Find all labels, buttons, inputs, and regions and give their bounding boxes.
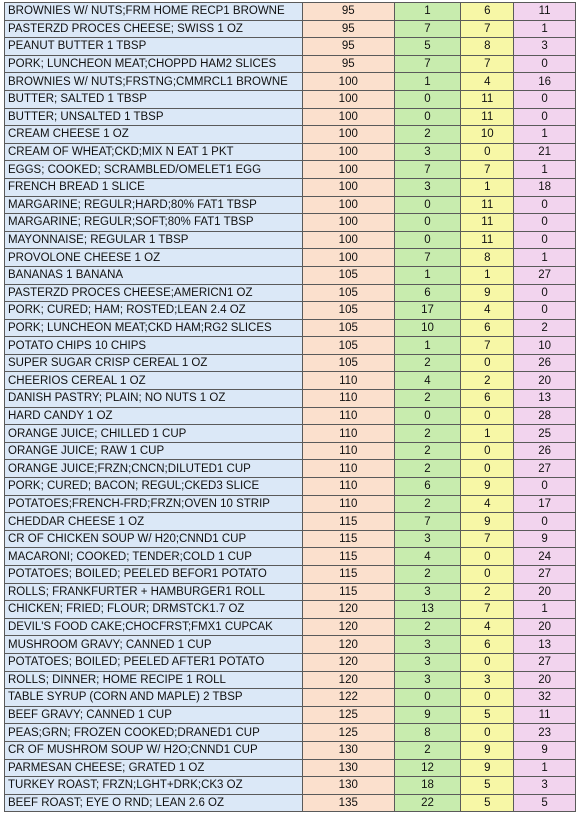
table-row [5, 794, 576, 812]
calories-cell[interactable]: 100 [302, 126, 394, 144]
table-row [5, 442, 576, 460]
value-cell-4[interactable]: 8 [461, 38, 514, 56]
table-row [5, 38, 576, 56]
calories-cell[interactable]: 120 [302, 653, 394, 671]
table-body [5, 3, 576, 812]
table-row [5, 214, 576, 232]
food-name-cell[interactable]: POTATOES;FRENCH-FRD;FRZN;OVEN 10 STRIP [5, 495, 303, 513]
value-cell-3[interactable]: 0 [394, 407, 461, 425]
food-name-cell[interactable]: HARD CANDY 1 OZ [5, 407, 303, 425]
value-cell-4[interactable]: 0 [461, 143, 514, 161]
value-cell-5[interactable]: 0 [514, 90, 576, 108]
table-row [5, 460, 576, 478]
value-cell-4[interactable]: 9 [461, 741, 514, 759]
value-cell-4[interactable]: 0 [461, 689, 514, 707]
table-row [5, 689, 576, 707]
food-name-cell[interactable]: PARMESAN CHEESE; GRATED 1 OZ [5, 759, 303, 777]
food-name-cell[interactable]: BANANAS 1 BANANA [5, 266, 303, 284]
table-row [5, 284, 576, 302]
food-name-cell[interactable]: PORK; LUNCHEON MEAT;CHOPPD HAM2 SLICES [5, 55, 303, 73]
table-row [5, 108, 576, 126]
value-cell-4[interactable]: 2 [461, 372, 514, 390]
value-cell-3[interactable]: 6 [394, 478, 461, 496]
value-cell-5[interactable]: 0 [514, 231, 576, 249]
food-name-cell[interactable]: CHEERIOS CEREAL 1 OZ [5, 372, 303, 390]
food-name-cell[interactable]: POTATOES; BOILED; PEELED BEFOR1 POTATO [5, 566, 303, 584]
table-row [5, 73, 576, 91]
value-cell-5[interactable]: 1 [514, 601, 576, 619]
value-cell-5[interactable]: 20 [514, 671, 576, 689]
value-cell-4[interactable]: 0 [461, 407, 514, 425]
table-row [5, 407, 576, 425]
value-cell-3[interactable]: 4 [394, 372, 461, 390]
table-row [5, 372, 576, 390]
value-cell-4[interactable]: 0 [461, 442, 514, 460]
calories-cell[interactable]: 105 [302, 284, 394, 302]
table-row [5, 759, 576, 777]
food-name-cell[interactable]: BEEF ROAST; EYE O RND; LEAN 2.6 OZ [5, 794, 303, 812]
value-cell-4[interactable]: 7 [461, 601, 514, 619]
calories-cell[interactable]: 135 [302, 794, 394, 812]
table-row [5, 126, 576, 144]
value-cell-3[interactable]: 2 [394, 354, 461, 372]
food-name-cell[interactable]: ORANGE JUICE; CHILLED 1 CUP [5, 425, 303, 443]
food-name-cell[interactable]: ORANGE JUICE;FRZN;CNCN;DILUTED1 CUP [5, 460, 303, 478]
value-cell-5[interactable]: 20 [514, 372, 576, 390]
calories-cell[interactable]: 130 [302, 741, 394, 759]
value-cell-5[interactable]: 0 [514, 214, 576, 232]
value-cell-4[interactable]: 7 [461, 55, 514, 73]
food-name-cell[interactable]: CHICKEN; FRIED; FLOUR; DRMSTCK1.7 OZ [5, 601, 303, 619]
value-cell-5[interactable]: 9 [514, 741, 576, 759]
table-row [5, 90, 576, 108]
calories-cell[interactable]: 120 [302, 636, 394, 654]
value-cell-3[interactable]: 3 [394, 143, 461, 161]
value-cell-4[interactable]: 11 [461, 231, 514, 249]
value-cell-3[interactable]: 4 [394, 548, 461, 566]
value-cell-3[interactable]: 1 [394, 73, 461, 91]
value-cell-5[interactable]: 1 [514, 249, 576, 267]
calories-cell[interactable]: 120 [302, 671, 394, 689]
food-name-cell[interactable]: ROLLS; FRANKFURTER + HAMBURGER1 ROLL [5, 583, 303, 601]
food-name-cell[interactable]: EGGS; COOKED; SCRAMBLED/OMELET1 EGG [5, 161, 303, 179]
value-cell-4[interactable]: 1 [461, 178, 514, 196]
calories-cell[interactable]: 95 [302, 55, 394, 73]
value-cell-5[interactable]: 13 [514, 390, 576, 408]
food-name-cell[interactable]: FRENCH BREAD 1 SLICE [5, 178, 303, 196]
value-cell-3[interactable]: 0 [394, 90, 461, 108]
value-cell-5[interactable]: 3 [514, 777, 576, 795]
table-row [5, 20, 576, 38]
value-cell-3[interactable]: 12 [394, 759, 461, 777]
value-cell-3[interactable]: 3 [394, 671, 461, 689]
table-row [5, 266, 576, 284]
value-cell-5[interactable]: 0 [514, 478, 576, 496]
calories-cell[interactable]: 130 [302, 759, 394, 777]
calories-cell[interactable]: 115 [302, 566, 394, 584]
food-name-cell[interactable]: MACARONI; COOKED; TENDER;COLD 1 CUP [5, 548, 303, 566]
food-name-cell[interactable]: CR OF CHICKEN SOUP W/ H20;CNND1 CUP [5, 530, 303, 548]
value-cell-5[interactable]: 3 [514, 38, 576, 56]
table-row [5, 425, 576, 443]
value-cell-3[interactable]: 2 [394, 460, 461, 478]
food-name-cell[interactable]: POTATO CHIPS 10 CHIPS [5, 337, 303, 355]
food-name-cell[interactable]: PROVOLONE CHEESE 1 OZ [5, 249, 303, 267]
value-cell-5[interactable]: 21 [514, 143, 576, 161]
value-cell-5[interactable]: 9 [514, 530, 576, 548]
food-name-cell[interactable]: PORK; CURED; BACON; REGUL;CKED3 SLICE [5, 478, 303, 496]
food-name-cell[interactable]: POTATOES; BOILED; PEELED AFTER1 POTATO [5, 653, 303, 671]
value-cell-3[interactable]: 3 [394, 583, 461, 601]
value-cell-3[interactable]: 0 [394, 689, 461, 707]
value-cell-4[interactable]: 0 [461, 354, 514, 372]
value-cell-5[interactable]: 27 [514, 460, 576, 478]
calories-cell[interactable]: 100 [302, 73, 394, 91]
value-cell-3[interactable]: 3 [394, 636, 461, 654]
value-cell-4[interactable]: 0 [461, 548, 514, 566]
value-cell-3[interactable]: 2 [394, 741, 461, 759]
value-cell-3[interactable]: 6 [394, 284, 461, 302]
food-name-cell[interactable]: MARGARINE; REGULR;SOFT;80% FAT1 TBSP [5, 214, 303, 232]
calories-cell[interactable]: 110 [302, 407, 394, 425]
calories-cell[interactable]: 105 [302, 337, 394, 355]
calories-cell[interactable]: 110 [302, 495, 394, 513]
table-row [5, 249, 576, 267]
table-row [5, 390, 576, 408]
value-cell-5[interactable]: 0 [514, 196, 576, 214]
food-name-cell[interactable]: MUSHROOM GRAVY; CANNED 1 CUP [5, 636, 303, 654]
calories-cell[interactable]: 110 [302, 460, 394, 478]
value-cell-5[interactable]: 11 [514, 706, 576, 724]
value-cell-4[interactable]: 4 [461, 618, 514, 636]
food-name-cell[interactable]: TURKEY ROAST; FRZN;LGHT+DRK;CK3 OZ [5, 777, 303, 795]
calories-cell[interactable]: 100 [302, 249, 394, 267]
value-cell-3[interactable]: 9 [394, 706, 461, 724]
food-name-cell[interactable]: PORK; CURED; HAM; ROSTED;LEAN 2.4 OZ [5, 302, 303, 320]
calories-cell[interactable]: 115 [302, 583, 394, 601]
value-cell-4[interactable]: 11 [461, 196, 514, 214]
table-row [5, 513, 576, 531]
value-cell-5[interactable]: 13 [514, 636, 576, 654]
value-cell-5[interactable]: 24 [514, 548, 576, 566]
value-cell-3[interactable]: 7 [394, 513, 461, 531]
value-cell-5[interactable]: 0 [514, 513, 576, 531]
value-cell-3[interactable]: 22 [394, 794, 461, 812]
value-cell-3[interactable]: 2 [394, 126, 461, 144]
calories-cell[interactable]: 95 [302, 20, 394, 38]
value-cell-4[interactable]: 7 [461, 161, 514, 179]
value-cell-3[interactable]: 10 [394, 319, 461, 337]
value-cell-3[interactable]: 5 [394, 38, 461, 56]
table-row [5, 653, 576, 671]
food-name-cell[interactable]: CHEDDAR CHEESE 1 OZ [5, 513, 303, 531]
value-cell-4[interactable]: 9 [461, 513, 514, 531]
table-row [5, 196, 576, 214]
calories-cell[interactable]: 95 [302, 3, 394, 21]
value-cell-4[interactable]: 6 [461, 3, 514, 21]
value-cell-3[interactable]: 3 [394, 178, 461, 196]
value-cell-4[interactable]: 9 [461, 759, 514, 777]
calories-cell[interactable]: 100 [302, 161, 394, 179]
calories-cell[interactable]: 110 [302, 425, 394, 443]
value-cell-3[interactable]: 2 [394, 495, 461, 513]
food-name-cell[interactable]: PEAS;GRN; FROZEN COOKED;DRANED1 CUP [5, 724, 303, 742]
table-row [5, 3, 576, 21]
value-cell-4[interactable]: 8 [461, 249, 514, 267]
value-cell-3[interactable]: 3 [394, 530, 461, 548]
calories-cell[interactable]: 95 [302, 38, 394, 56]
table-row [5, 530, 576, 548]
value-cell-3[interactable]: 18 [394, 777, 461, 795]
value-cell-5[interactable]: 0 [514, 302, 576, 320]
calories-cell[interactable]: 125 [302, 706, 394, 724]
food-name-cell[interactable]: BUTTER; UNSALTED 1 TBSP [5, 108, 303, 126]
value-cell-5[interactable]: 0 [514, 55, 576, 73]
value-cell-3[interactable]: 7 [394, 249, 461, 267]
value-cell-5[interactable]: 11 [514, 3, 576, 21]
table-row [5, 55, 576, 73]
value-cell-4[interactable]: 0 [461, 653, 514, 671]
value-cell-5[interactable]: 16 [514, 73, 576, 91]
table-row [5, 706, 576, 724]
value-cell-4[interactable]: 5 [461, 777, 514, 795]
food-name-cell[interactable]: BROWNIES W/ NUTS;FRM HOME RECP1 BROWNE [5, 3, 303, 21]
calories-cell[interactable]: 100 [302, 214, 394, 232]
calories-cell[interactable]: 100 [302, 108, 394, 126]
table-row [5, 618, 576, 636]
value-cell-5[interactable]: 0 [514, 284, 576, 302]
value-cell-5[interactable]: 20 [514, 618, 576, 636]
table-row [5, 741, 576, 759]
value-cell-5[interactable]: 10 [514, 337, 576, 355]
table-row [5, 302, 576, 320]
value-cell-4[interactable]: 7 [461, 337, 514, 355]
calories-cell[interactable]: 105 [302, 354, 394, 372]
food-name-cell[interactable]: DEVIL'S FOOD CAKE;CHOCFRST;FMX1 CUPCAK [5, 618, 303, 636]
value-cell-3[interactable]: 7 [394, 161, 461, 179]
value-cell-4[interactable]: 2 [461, 583, 514, 601]
value-cell-4[interactable]: 6 [461, 319, 514, 337]
value-cell-5[interactable]: 5 [514, 794, 576, 812]
calories-cell[interactable]: 110 [302, 372, 394, 390]
value-cell-4[interactable]: 9 [461, 284, 514, 302]
value-cell-4[interactable]: 0 [461, 460, 514, 478]
food-name-cell[interactable]: PASTERZD PROCES CHEESE;AMERICN1 OZ [5, 284, 303, 302]
food-name-cell[interactable]: MAYONNAISE; REGULAR 1 TBSP [5, 231, 303, 249]
value-cell-5[interactable]: 17 [514, 495, 576, 513]
value-cell-3[interactable]: 2 [394, 442, 461, 460]
value-cell-5[interactable]: 26 [514, 442, 576, 460]
food-table [4, 2, 576, 812]
value-cell-3[interactable]: 1 [394, 266, 461, 284]
value-cell-4[interactable]: 10 [461, 126, 514, 144]
calories-cell[interactable]: 122 [302, 689, 394, 707]
table-row [5, 495, 576, 513]
value-cell-5[interactable]: 27 [514, 653, 576, 671]
value-cell-4[interactable]: 7 [461, 20, 514, 38]
table-row [5, 337, 576, 355]
value-cell-4[interactable]: 0 [461, 566, 514, 584]
value-cell-5[interactable]: 1 [514, 126, 576, 144]
food-name-cell[interactable]: SUPER SUGAR CRISP CEREAL 1 OZ [5, 354, 303, 372]
value-cell-4[interactable]: 11 [461, 90, 514, 108]
value-cell-4[interactable]: 7 [461, 530, 514, 548]
value-cell-3[interactable]: 0 [394, 214, 461, 232]
table-row [5, 601, 576, 619]
calories-cell[interactable]: 115 [302, 530, 394, 548]
value-cell-3[interactable]: 17 [394, 302, 461, 320]
value-cell-3[interactable]: 13 [394, 601, 461, 619]
value-cell-4[interactable]: 0 [461, 724, 514, 742]
value-cell-5[interactable]: 25 [514, 425, 576, 443]
value-cell-4[interactable]: 6 [461, 390, 514, 408]
value-cell-4[interactable]: 11 [461, 108, 514, 126]
value-cell-5[interactable]: 26 [514, 354, 576, 372]
calories-cell[interactable]: 100 [302, 143, 394, 161]
food-name-cell[interactable]: BEEF GRAVY; CANNED 1 CUP [5, 706, 303, 724]
value-cell-5[interactable]: 2 [514, 319, 576, 337]
value-cell-4[interactable]: 4 [461, 495, 514, 513]
value-cell-5[interactable]: 1 [514, 759, 576, 777]
calories-cell[interactable]: 110 [302, 390, 394, 408]
value-cell-3[interactable]: 3 [394, 653, 461, 671]
value-cell-4[interactable]: 4 [461, 302, 514, 320]
food-name-cell[interactable]: BUTTER; SALTED 1 TBSP [5, 90, 303, 108]
food-name-cell[interactable]: ORANGE JUICE; RAW 1 CUP [5, 442, 303, 460]
value-cell-5[interactable]: 18 [514, 178, 576, 196]
value-cell-3[interactable]: 0 [394, 108, 461, 126]
table-row [5, 354, 576, 372]
table-row [5, 777, 576, 795]
value-cell-5[interactable]: 1 [514, 20, 576, 38]
value-cell-3[interactable]: 1 [394, 3, 461, 21]
calories-cell[interactable]: 100 [302, 90, 394, 108]
table-row [5, 178, 576, 196]
table-row [5, 231, 576, 249]
value-cell-5[interactable]: 20 [514, 583, 576, 601]
table-row [5, 319, 576, 337]
table-row [5, 548, 576, 566]
calories-cell[interactable]: 105 [302, 319, 394, 337]
value-cell-3[interactable]: 8 [394, 724, 461, 742]
calories-cell[interactable]: 125 [302, 724, 394, 742]
value-cell-3[interactable]: 7 [394, 55, 461, 73]
value-cell-4[interactable]: 4 [461, 73, 514, 91]
calories-cell[interactable]: 100 [302, 231, 394, 249]
table-row [5, 143, 576, 161]
value-cell-4[interactable]: 5 [461, 706, 514, 724]
table-row [5, 566, 576, 584]
value-cell-5[interactable]: 27 [514, 566, 576, 584]
value-cell-4[interactable]: 9 [461, 478, 514, 496]
value-cell-5[interactable]: 28 [514, 407, 576, 425]
value-cell-5[interactable]: 32 [514, 689, 576, 707]
table-row [5, 636, 576, 654]
value-cell-3[interactable]: 2 [394, 425, 461, 443]
food-name-cell[interactable]: CREAM CHEESE 1 OZ [5, 126, 303, 144]
table-row [5, 583, 576, 601]
value-cell-3[interactable]: 1 [394, 337, 461, 355]
value-cell-4[interactable]: 6 [461, 636, 514, 654]
calories-cell[interactable]: 100 [302, 178, 394, 196]
table-row [5, 161, 576, 179]
food-name-cell[interactable]: PORK; LUNCHEON MEAT;CKD HAM;RG2 SLICES [5, 319, 303, 337]
calories-cell[interactable]: 115 [302, 548, 394, 566]
food-name-cell[interactable]: ROLLS; DINNER; HOME RECIPE 1 ROLL [5, 671, 303, 689]
calories-cell[interactable]: 105 [302, 266, 394, 284]
value-cell-3[interactable]: 2 [394, 390, 461, 408]
value-cell-3[interactable]: 7 [394, 20, 461, 38]
value-cell-3[interactable]: 0 [394, 231, 461, 249]
food-name-cell[interactable]: PEANUT BUTTER 1 TBSP [5, 38, 303, 56]
value-cell-3[interactable]: 2 [394, 618, 461, 636]
food-name-cell[interactable]: CREAM OF WHEAT;CKD;MIX N EAT 1 PKT [5, 143, 303, 161]
value-cell-5[interactable]: 1 [514, 161, 576, 179]
food-name-cell[interactable]: MARGARINE; REGULR;HARD;80% FAT1 TBSP [5, 196, 303, 214]
value-cell-3[interactable]: 2 [394, 566, 461, 584]
calories-cell[interactable]: 110 [302, 442, 394, 460]
calories-cell[interactable]: 120 [302, 618, 394, 636]
value-cell-4[interactable]: 5 [461, 794, 514, 812]
food-name-cell[interactable]: CR OF MUSHROM SOUP W/ H2O;CNND1 CUP [5, 741, 303, 759]
table-row [5, 671, 576, 689]
value-cell-4[interactable]: 11 [461, 214, 514, 232]
calories-cell[interactable]: 130 [302, 777, 394, 795]
table-row [5, 724, 576, 742]
table-row [5, 478, 576, 496]
value-cell-3[interactable]: 0 [394, 196, 461, 214]
food-name-cell[interactable]: TABLE SYRUP (CORN AND MAPLE) 2 TBSP [5, 689, 303, 707]
value-cell-5[interactable]: 0 [514, 108, 576, 126]
food-name-cell[interactable]: BROWNIES W/ NUTS;FRSTNG;CMMRCL1 BROWNE [5, 73, 303, 91]
calories-cell[interactable]: 100 [302, 196, 394, 214]
value-cell-4[interactable]: 3 [461, 671, 514, 689]
food-name-cell[interactable]: PASTERZD PROCES CHEESE; SWISS 1 OZ [5, 20, 303, 38]
value-cell-5[interactable]: 23 [514, 724, 576, 742]
food-name-cell[interactable]: DANISH PASTRY; PLAIN; NO NUTS 1 OZ [5, 390, 303, 408]
calories-cell[interactable]: 120 [302, 601, 394, 619]
calories-cell[interactable]: 105 [302, 302, 394, 320]
calories-cell[interactable]: 110 [302, 478, 394, 496]
value-cell-4[interactable]: 1 [461, 266, 514, 284]
calories-cell[interactable]: 115 [302, 513, 394, 531]
spreadsheet [4, 2, 576, 812]
value-cell-5[interactable]: 27 [514, 266, 576, 284]
value-cell-4[interactable]: 1 [461, 425, 514, 443]
